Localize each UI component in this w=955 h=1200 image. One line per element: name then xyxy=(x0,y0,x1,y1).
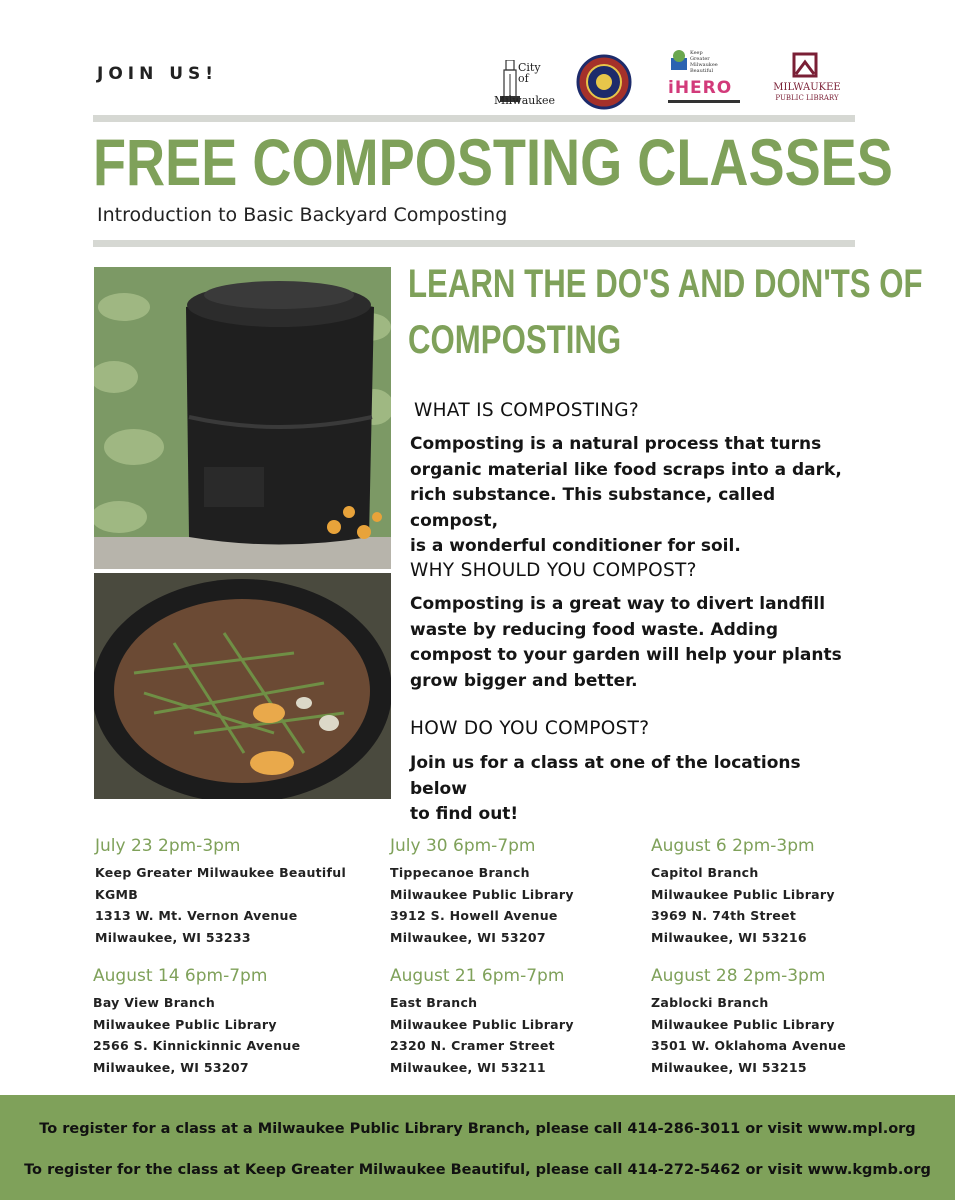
event-location-line: Zablocki Branch xyxy=(651,995,769,1010)
question-heading: WHAT IS COMPOSTING? xyxy=(414,400,640,421)
paragraph-line: is a wonderful conditioner for soil. xyxy=(410,536,741,556)
event-card xyxy=(651,836,951,948)
registration-note-kgmb: To register for the class at Keep Greater Milwaukee Beautiful, please call 414-272-5462 or visit www.kgmb.org xyxy=(24,1162,931,1178)
event-date: August 14 6pm-7pm xyxy=(93,966,268,986)
kgmb-logo-line: Greater xyxy=(690,56,710,62)
event-location-line: Milwaukee Public Library xyxy=(651,1016,835,1032)
city-logo-line: City xyxy=(518,61,541,74)
compost-pile-photo xyxy=(94,573,391,799)
event-location-line: 1313 W. Mt. Vernon Avenue xyxy=(95,908,298,923)
event-location-line: 3501 W. Oklahoma Avenue xyxy=(651,1038,846,1053)
footer-banner xyxy=(0,1095,955,1200)
event-location-line: Milwaukee, WI 53215 xyxy=(651,1059,807,1075)
event-location-line: Milwaukee Public Library xyxy=(390,886,574,902)
question-heading: HOW DO YOU COMPOST? xyxy=(410,718,650,739)
mpl-logo-line: MILWAUKEE xyxy=(773,82,841,93)
kgmb-logo xyxy=(668,50,740,112)
paragraph-line: waste by reducing food waste. Adding xyxy=(410,619,779,640)
event-location-line: Tippecanoe Branch xyxy=(390,865,530,880)
paragraph xyxy=(410,592,850,694)
hero-logo-text: iHERO xyxy=(668,78,733,98)
event-date: July 23 2pm-3pm xyxy=(95,836,241,856)
event-location-line: Keep Greater Milwaukee Beautiful xyxy=(95,865,347,880)
page-subtitle: Introduction to Basic Backyard Composting xyxy=(97,204,508,226)
event-date: August 28 2pm-3pm xyxy=(651,966,826,986)
event-location-line: Milwaukee Public Library xyxy=(93,1016,277,1032)
event-date: August 21 6pm-7pm xyxy=(390,966,565,986)
event-location-line: Milwaukee, WI 53233 xyxy=(95,929,251,945)
city-logo-line: of xyxy=(518,72,529,85)
event-location-line: 2566 S. Kinnickinnic Avenue xyxy=(93,1038,301,1053)
paragraph xyxy=(410,751,850,828)
registration-note-mpl: To register for a class at a Milwaukee Public Library Branch, please call 414-286-3011 or visit www.mpl.org xyxy=(39,1121,916,1137)
event-card xyxy=(95,836,395,948)
event-date: August 6 2pm-3pm xyxy=(651,836,815,856)
kgmb-logo-line: Milwaukee xyxy=(690,62,718,68)
event-location-line: Milwaukee, WI 53211 xyxy=(390,1059,546,1075)
book-tree-icon xyxy=(670,50,688,72)
question-heading: WHY SHOULD YOU COMPOST? xyxy=(410,560,697,581)
event-location-line: Milwaukee Public Library xyxy=(390,1016,574,1032)
paragraph-line: grow bigger and better. xyxy=(410,670,638,691)
event-location-line: Milwaukee Public Library xyxy=(651,886,835,902)
event-card xyxy=(651,966,951,1078)
city-logo-line: Milwaukee xyxy=(494,94,556,107)
event-location-line: 2320 N. Cramer Street xyxy=(390,1038,555,1053)
divider xyxy=(93,115,855,122)
city-of-milwaukee-logo xyxy=(494,56,558,112)
event-location-line: Capitol Branch xyxy=(651,865,759,880)
event-location-line: KGMB xyxy=(95,886,139,902)
event-date: July 30 6pm-7pm xyxy=(390,836,536,856)
event-card xyxy=(390,966,690,1078)
event-location-line: Bay View Branch xyxy=(93,995,216,1010)
paragraph-line: Composting is a great way to divert landfill xyxy=(410,594,826,614)
compost-bin-photo xyxy=(94,267,391,569)
section-heading: LEARN THE DO'S AND DON'TS OF xyxy=(408,262,923,306)
paragraph-line: to find out! xyxy=(410,804,519,824)
city-seal-icon xyxy=(576,54,632,110)
mpl-logo-line: PUBLIC LIBRARY xyxy=(775,94,839,102)
paragraph-line: compost to your garden will help your plants xyxy=(410,645,842,665)
event-card xyxy=(390,836,690,948)
paragraph-line: organic material like food scraps into a dark, xyxy=(410,459,842,480)
page-title: FREE COMPOSTING CLASSES xyxy=(93,125,893,199)
kgmb-logo-line: Keep xyxy=(690,50,703,56)
milwaukee-public-library-logo xyxy=(762,50,852,112)
paragraph-line: Join us for a class at one of the locations below xyxy=(410,753,801,799)
event-location-line: Milwaukee, WI 53207 xyxy=(93,1059,249,1075)
divider xyxy=(93,240,855,247)
paragraph xyxy=(410,432,850,560)
event-location-line: 3969 N. 74th Street xyxy=(651,908,797,923)
kgmb-logo-line: Beautiful xyxy=(690,68,714,74)
sponsor-logos xyxy=(490,50,850,112)
section-heading: COMPOSTING xyxy=(408,318,622,362)
join-us-label: JOIN US! xyxy=(97,64,219,84)
paragraph-line: Composting is a natural process that turns xyxy=(410,434,822,454)
event-location-line: Milwaukee, WI 53207 xyxy=(390,929,546,945)
event-location-line: East Branch xyxy=(390,995,478,1010)
event-location-line: 3912 S. Howell Avenue xyxy=(390,908,558,923)
paragraph-line: rich substance. This substance, called compost, xyxy=(410,485,776,531)
event-location-line: Milwaukee, WI 53216 xyxy=(651,929,807,945)
event-card xyxy=(93,966,393,1078)
library-roof-icon xyxy=(792,52,818,78)
